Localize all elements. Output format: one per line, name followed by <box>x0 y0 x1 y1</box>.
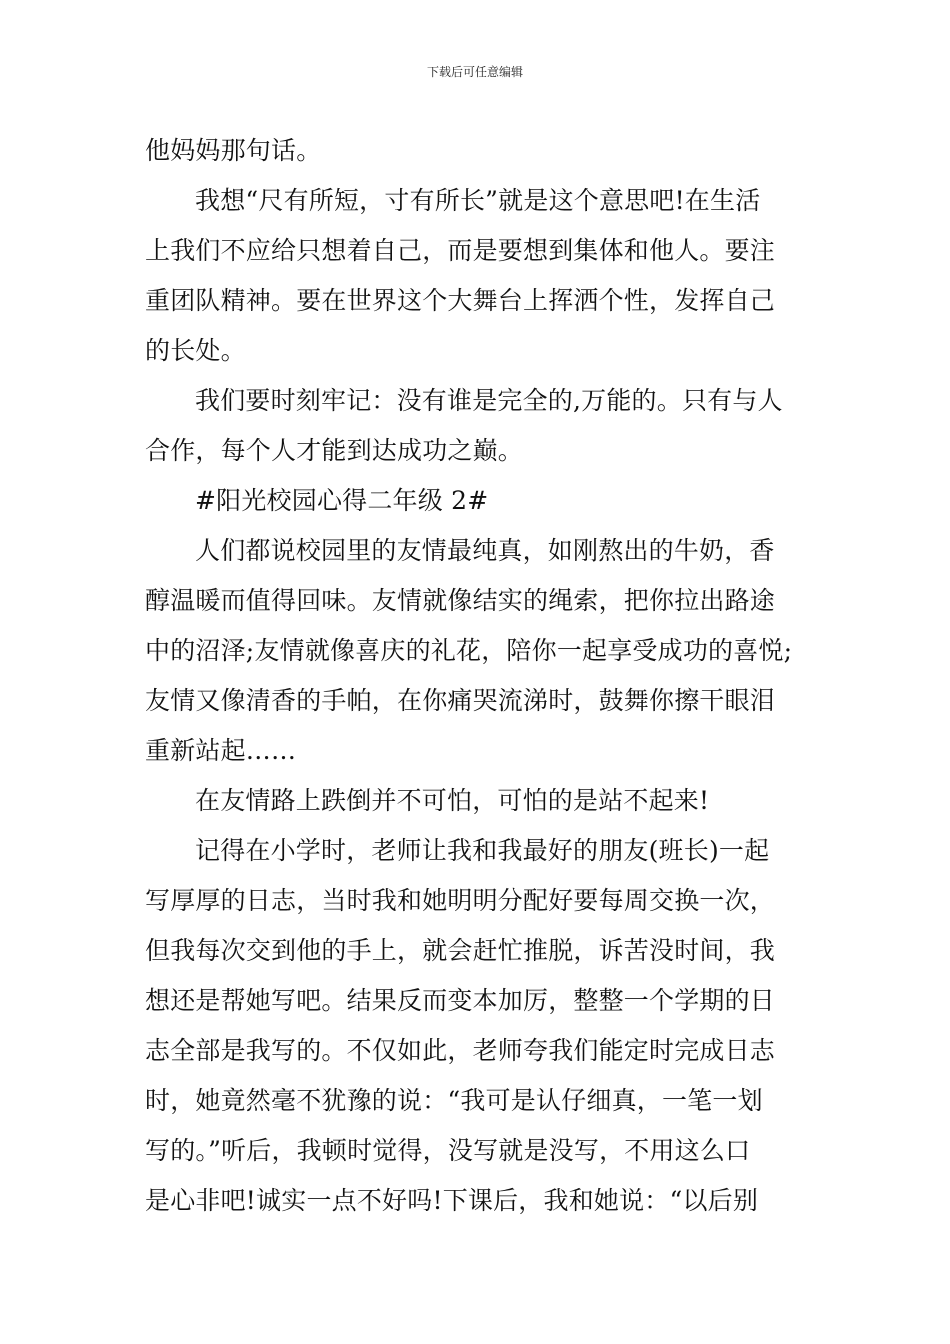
text-line: 记得在小学时，老师让我和我最好的朋友(班长)一起 <box>195 836 770 865</box>
text-line: 我们要时刻牢记：没有谁是完全的,万能的。只有与人 <box>195 386 783 415</box>
text-line: 人们都说校园里的友情最纯真，如刚熬出的牛奶，香 <box>195 536 775 565</box>
text-line: 我想“尺有所短，寸有所长”就是这个意思吧!在生活 <box>195 186 761 215</box>
text-line: 醇温暖而值得回味。友情就像结实的绳索，把你拉出路途 <box>145 586 776 615</box>
text-line: 想还是帮她写吧。结果反而变本加厉，整整一个学期的日 <box>145 986 776 1015</box>
text-line: 重团队精神。要在世界这个大舞台上挥洒个性，发挥自己 <box>145 286 776 315</box>
text-line: 但我每次交到他的手上，就会赶忙推脱，诉苦没时间，我 <box>145 936 776 965</box>
text-line: 在友情路上跌倒并不可怕，可怕的是站不起来! <box>195 786 710 815</box>
text-line: 志全部是我写的。不仅如此，老师夸我们能定时完成日志 <box>145 1036 776 1065</box>
text-line: 的长处。 <box>145 336 246 365</box>
text-line: 中的沼泽;友情就像喜庆的礼花，陪你一起享受成功的喜悦; <box>145 636 793 665</box>
text-line: 上我们不应给只想着自己，而是要想到集体和他人。要注 <box>145 236 776 265</box>
text-line: 友情又像清香的手帕，在你痛哭流涕时，鼓舞你擦干眼泪 <box>145 686 776 715</box>
text-line: 重新站起…… <box>145 736 297 765</box>
page-header: 下载后可任意编辑 <box>426 65 523 79</box>
text-line: 写的。”听后，我顿时觉得，没写就是没写，不用这么口 <box>145 1136 751 1165</box>
text-line: 写厚厚的日志，当时我和她明明分配好要每周交换一次， <box>145 886 776 915</box>
text-line: #阳光校园心得二年级 2# <box>195 486 489 515</box>
text-line: 他妈妈那句话。 <box>145 136 322 165</box>
text-line: 是心非吧!诚实一点不好吗!下课后，我和她说：“以后别 <box>145 1186 759 1215</box>
text-line: 时，她竟然毫不犹豫的说：“我可是认仔细真，一笔一划 <box>145 1086 763 1115</box>
document-body <box>145 126 815 1226</box>
text-line: 合作，每个人才能到达成功之巅。 <box>145 436 524 465</box>
